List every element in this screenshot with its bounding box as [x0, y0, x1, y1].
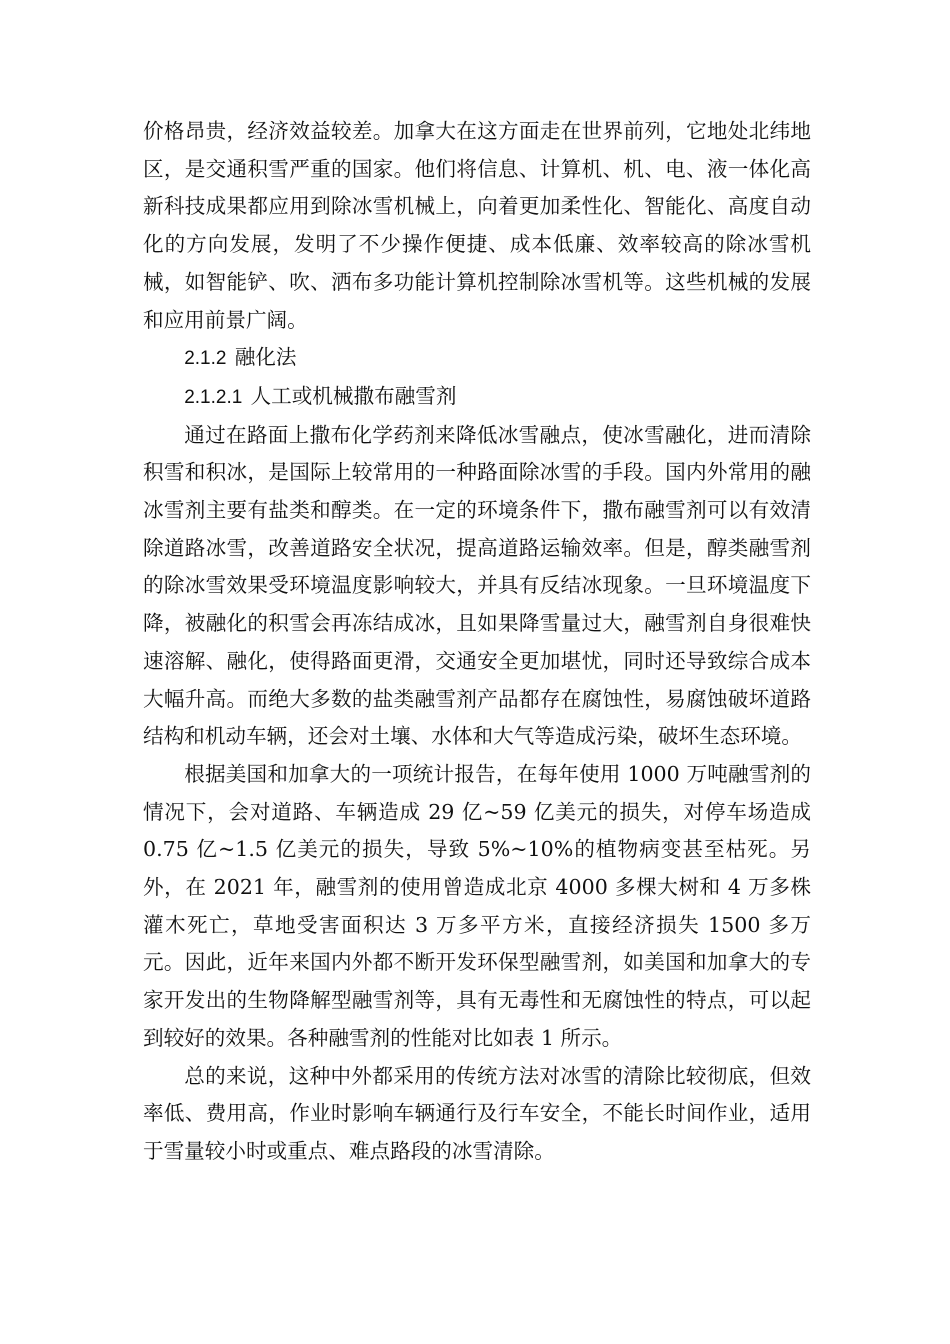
paragraph-deicer-losses: 根据美国和加拿大的一项统计报告，在每年使用 1000 万吨融雪剂的情况下，会对道路、车辆造成 29 亿~59 亿美元的损失，对停车场造成 0.75 亿~1.5 亿美元的损失，导致 5%~10%的植物病变甚至枯死。另外，在 2021 年，融雪剂的使用曾造成北京 4000 多棵大树和 4 万多株灌木死亡，草地受害面积达 3 万多平方米，直接经济损失 1500 多万元。因此，近年来国内外都不断开发环保型融雪剂，如美国和加拿大的专家开发出的生物降解型融雪剂等，具有无毒性和无腐蚀性的特点，可以起到较好的效果。各种融雪剂的性能对比如表 1 所示。 — [143, 761, 811, 1050]
section-title: 融化法 — [234, 345, 297, 370]
paragraph-chemical-deicers: 通过在路面上撒布化学药剂来降低冰雪融点，使冰雪融化，进而清除积雪和积冰，是国际上较常用的一种路面除冰雪的手段。国内外常用的融冰雪剂主要有盐类和醇类。在一定的环境条件下，撒布融雪剂可以有效清除道路冰雪，改善道路安全状况，提高道路运输效率。但是，醇类融雪剂的除冰雪效果受环境温度影响较大，并具有反结冰现象。一旦环境温度下降，被融化的积雪会再冻结成冰，且如果降雪量过大，融雪剂自身很难快速溶解、融化，使得路面更滑，交通安全更加堪忧，同时还导致综合成本大幅升高。而绝大多数的盐类融雪剂产品都存在腐蚀性，易腐蚀破坏道路结构和机动车辆，还会对土壤、水体和大气等造成污染，破坏生态环境。 — [143, 422, 811, 749]
section-number: 2.1.2 — [184, 348, 227, 370]
section-heading-melting-method — [143, 339, 811, 378]
subsection-number: 2.1.2.1 — [184, 386, 243, 408]
subsection-heading-deicer-spreading — [143, 378, 811, 417]
document-page — [143, 113, 811, 1171]
paragraph-summary: 总的来说，这种中外都采用的传统方法对冰雪的清除比较彻底，但效率低、费用高，作业时影响车辆通行及行车安全，不能长时间作业，适用于雪量较小时或重点、难点路段的冰雪清除。 — [143, 1063, 811, 1163]
subsection-title: 人工或机械撒布融雪剂 — [250, 383, 457, 408]
paragraph-mechanical-snow-removal: 价格昂贵，经济效益较差。加拿大在这方面走在世界前列，它地处北纬地区，是交通积雪严重的国家。他们将信息、计算机、机、电、液一体化高新科技成果都应用到除冰雪机械上，向着更加柔性化、智能化、高度自动化的方向发展，发明了不少操作便捷、成本低廉、效率较高的除冰雪机械，如智能铲、吹、洒布多功能计算机控制除冰雪机等。这些机械的发展和应用前景广阔。 — [143, 119, 811, 332]
